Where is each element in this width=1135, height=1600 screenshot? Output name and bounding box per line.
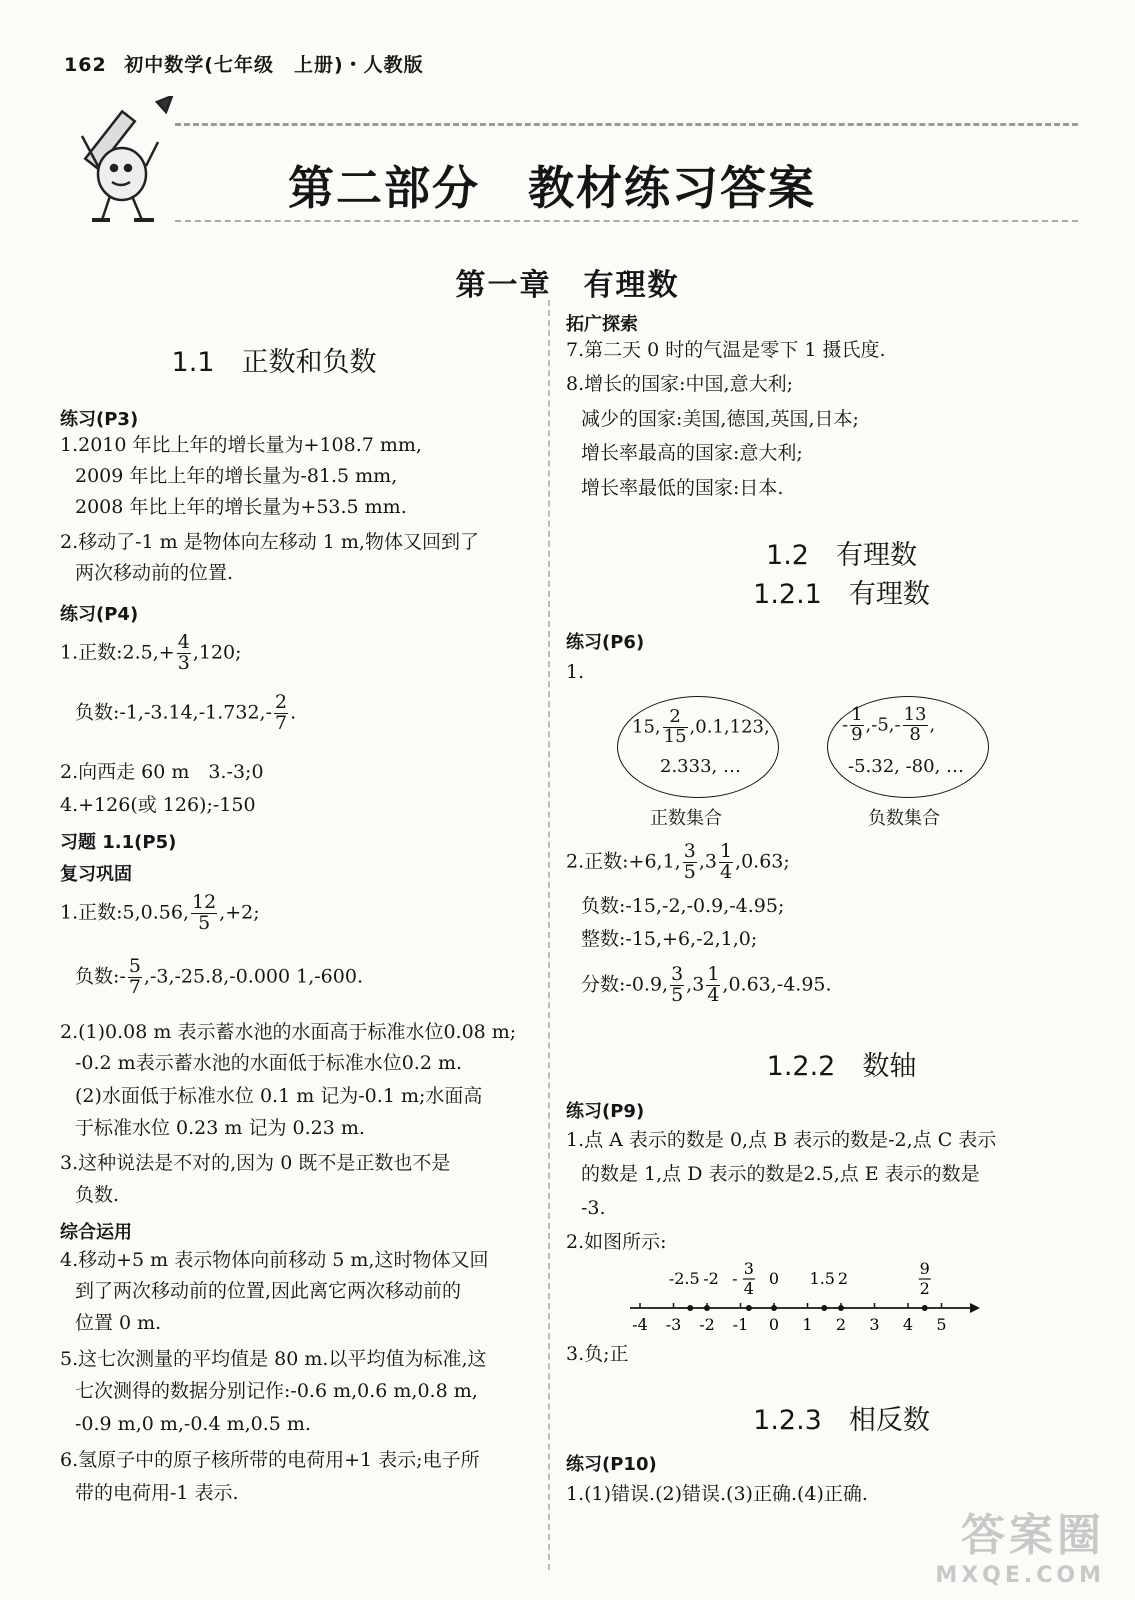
axis-point [746,1305,752,1311]
p6-q2-positive: 2.正数:+6,1, $\frac{3}{5}$ ,3 $\frac{1}{4}$ ,0.63; [566,840,790,883]
p3-q1-line2: 2009 年比上年的增长量为-81.5 mm, [75,465,398,487]
ex1-1-q2-line4: 于标准水位 0.23 m 记为 0.23 m. [75,1117,365,1139]
ex1-1-q2-line1: 2.(1)0.08 m 表示蓄水池的水面高于标准水位0.08 m; [60,1021,517,1043]
axis-tick-label: -4 [632,1315,648,1334]
page-header [64,50,424,77]
axis-tick-label: 3 [869,1315,880,1334]
book-title: 初中数学(七年级 上册)・人教版 [124,54,424,76]
ex1-1-q6-line2: 带的电荷用-1 表示. [75,1482,239,1504]
p4-q1-negative: 负数:-1,-3.14,-1.732,- $\frac{2}{7}$ . [75,691,297,734]
axis-tick-label: 0 [768,1315,780,1334]
ex1-1-q2-line3: (2)水面低于标准水位 0.1 m 记为-0.1 m;水面高 [75,1085,483,1107]
point-label: -2.5 [668,1269,700,1288]
p6-q2-fraction: 分数:-0.9, $\frac{3}{5}$ ,3 $\frac{1}{4}$ ,0.63,-4.95. [581,963,832,1006]
column-divider [548,300,550,1570]
section-1-2-title: 1.2 有理数 [766,540,917,571]
point-label-numerator: 3 [743,1259,754,1278]
point-label-numerator: 9 [919,1259,930,1278]
p3-label: 练习(P3) [60,409,139,430]
ex1-1-q2-line2: -0.2 m表示蓄水池的水面低于标准水位0.2 m. [75,1052,463,1074]
point-label-denominator: 4 [743,1279,754,1298]
ex1-1-q4-line1: 4.移动+5 m 表示物体向前移动 5 m,这时物体又回 [60,1249,489,1271]
expand-q8-line4: 增长率最低的国家:日本. [581,477,784,499]
axis-tick-label: 2 [835,1315,847,1334]
expand-q8-line3: 增长率最高的国家:意大利; [581,442,803,464]
watermark-line1: 答案圈 [961,1510,1105,1561]
axis-point [838,1305,844,1311]
chapter-title: 第一章 有理数 [455,268,680,303]
number-line-arrow-icon [970,1303,980,1313]
positive-set-line2: 2.333, … [660,756,741,777]
point-label: 2 [837,1269,849,1288]
number-line-labels [669,1259,931,1298]
review-label: 复习巩固 [60,864,132,885]
section-1-2-3-title: 1.2.3 相反数 [753,1405,930,1436]
p10-q1: 1.(1)错误.(2)错误.(3)正确.(4)正确. [566,1483,868,1505]
p4-label: 练习(P4) [60,604,139,625]
p3-q2-line2: 两次移动前的位置. [75,562,234,584]
p6-q1-number: 1. [566,661,585,683]
ex1-1-q4-line3: 位置 0 m. [75,1312,162,1334]
number-line [620,1256,990,1342]
ex1-1-q5-line1: 5.这七次测量的平均值是 80 m.以平均值为标准,这 [60,1348,487,1370]
apply-label: 综合运用 [60,1222,132,1243]
p6-q2-integer: 整数:-15,+6,-2,1,0; [581,928,758,950]
axis-tick-label: -3 [665,1315,682,1334]
ex1-1-q5-line2: 七次测得的数据分别记作:-0.6 m,0.6 m,0.8 m, [75,1380,478,1402]
section-1-1-title: 1.1 正数和负数 [171,347,377,378]
p9-q1-line2: 的数是 1,点 D 表示的数是2.5,点 E 表示的数是 [581,1163,980,1185]
axis-tick-label: 1 [802,1315,813,1334]
negative-set-line1: - $\frac{1}{9}$ ,-5,- $\frac{13}{8}$ , [842,704,936,745]
ex1-1-q5-line3: -0.9 m,0 m,-0.4 m,0.5 m. [75,1413,311,1435]
p6-label: 练习(P6) [566,632,645,653]
axis-point [704,1305,710,1311]
p9-q3: 3.负;正 [566,1343,629,1365]
p3-q1-line3: 2008 年比上年的增长量为+53.5 mm. [75,496,407,518]
p9-label: 练习(P9) [566,1101,645,1122]
point-label: 0 [768,1269,780,1288]
axis-tick-label: -1 [732,1315,749,1334]
p3-q2-line1: 2.移动了-1 m 是物体向左移动 1 m,物体又回到了 [60,531,479,553]
positive-set-line1: 15, $\frac{2}{15}$ ,0.1,123, [632,706,770,747]
p10-label: 练习(P10) [566,1454,657,1475]
point-label-denominator: 2 [919,1279,930,1298]
ex1-1-q1-negative: 负数:- $\frac{5}{7}$ ,-3,-25.8,-0.000 1,-600. [75,955,363,998]
ex1-1-q3-line2: 负数. [75,1184,120,1206]
expand-q8-line2: 减少的国家:美国,德国,英国,日本; [581,408,859,430]
section-1-2-2-title: 1.2.2 数轴 [766,1051,917,1082]
watermark-line2: MXQE.COM [935,1563,1105,1588]
axis-point [771,1305,777,1311]
axis-tick-label: 4 [902,1315,914,1334]
pencil-mascot-icon [62,96,182,226]
ex1-1-q6-line1: 6.氢原子中的原子核所带的电荷用+1 表示;电子所 [60,1449,480,1471]
expand-label: 拓广探索 [566,314,638,335]
p4-q2-q3: 2.向西走 60 m 3.-3;0 [60,761,264,783]
axis-point [922,1305,928,1311]
p9-q2: 2.如图所示: [566,1231,667,1253]
axis-point [821,1305,827,1311]
ex1-1-label: 习题 1.1(P5) [60,832,177,853]
expand-q8-line1: 8.增长的国家:中国,意大利; [566,373,793,395]
page-number: 162 [64,54,107,76]
p4-q1-positive: 1.正数:2.5,+ $\frac{4}{3}$ ,120; [60,631,242,674]
point-label: -2 [703,1269,719,1288]
expand-q7: 7.第二天 0 时的气温是零下 1 摄氏度. [566,339,886,361]
ex1-1-q1-positive: 1.正数:5,0.56, $\frac{12}{5}$ ,+2; [60,891,260,934]
positive-set-caption: 正数集合 [650,808,722,829]
negative-set-caption: 负数集合 [868,808,940,829]
banner-top-rule [175,123,1078,140]
negative-set-line2: -5.32, -80, … [848,756,965,777]
p4-q4: 4.+126(或 126);-150 [60,794,256,816]
axis-point [687,1305,693,1311]
p3-q1-line1: 1.2010 年比上年的增长量为+108.7 mm, [60,434,422,456]
axis-tick-label: 5 [936,1315,947,1334]
axis-tick-label: -2 [699,1315,715,1334]
part-title: 第二部分 教材练习答案 [288,161,816,215]
point-label-sign: - [732,1269,738,1288]
p9-q1-line3: -3. [581,1197,606,1219]
p6-q2-negative: 负数:-15,-2,-0.9,-4.95; [581,895,785,917]
section-1-2-1-title: 1.2.1 有理数 [753,579,930,610]
banner-bottom-rule [175,220,1078,228]
p9-q1-line1: 1.点 A 表示的数是 0,点 B 表示的数是-2,点 C 表示 [566,1129,997,1151]
ex1-1-q4-line2: 到了两次移动前的位置,因此离它两次移动前的 [75,1280,462,1302]
ex1-1-q3-line1: 3.这种说法是不对的,因为 0 既不是正数也不是 [60,1152,451,1174]
watermark [935,1499,1105,1588]
point-label: 1.5 [809,1269,835,1288]
